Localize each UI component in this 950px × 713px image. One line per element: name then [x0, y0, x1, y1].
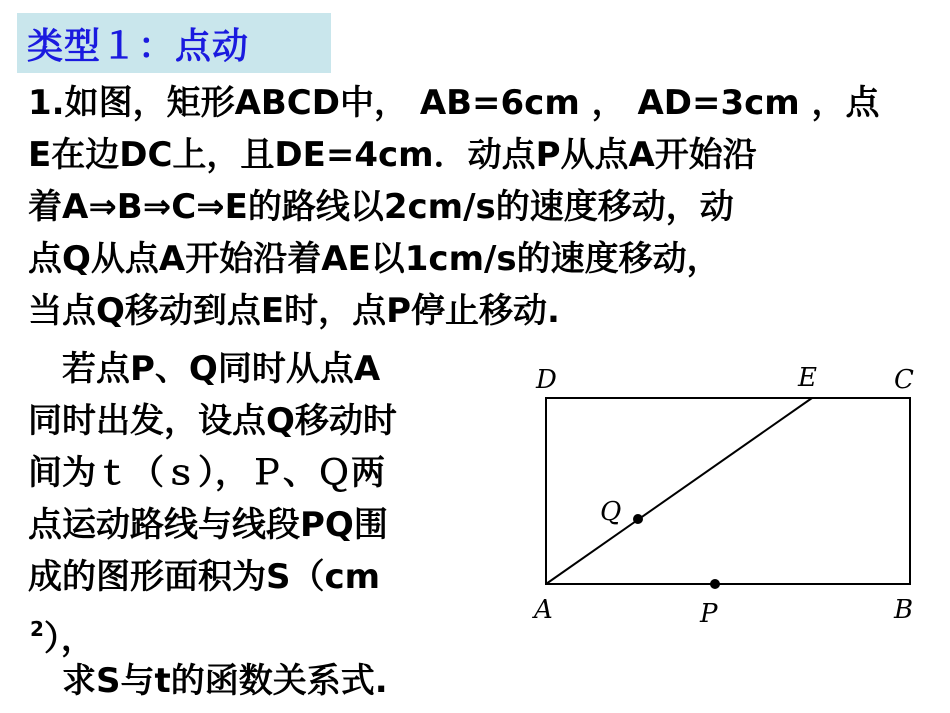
- rectangle-abcd: [546, 398, 910, 584]
- label-c: C: [894, 365, 914, 395]
- point-p-dot: [710, 579, 720, 589]
- problem-statement: [28, 77, 880, 337]
- problem-line: E在边DC上，且DE=4cm．动点P从点A开始沿: [28, 135, 757, 175]
- problem-line: 1.如图，矩形ABCD中， AB=6cm ， AD=3cm ，点: [28, 83, 880, 123]
- question-line: 若点P、Q同时从点A: [28, 349, 381, 389]
- point-q-dot: [633, 514, 643, 524]
- label-q: Q: [600, 497, 622, 527]
- question-line: [28, 603, 397, 659]
- rectangle-diagram: [520, 352, 940, 642]
- section-title-box: [17, 13, 331, 73]
- question-line: 间为ｔ（ｓ），Ｐ、Ｑ两: [28, 453, 385, 493]
- question-line: 点运动路线与线段PQ围: [28, 505, 388, 545]
- question-text: [28, 343, 397, 707]
- area-unit-superscript: 2: [30, 617, 44, 641]
- task-line: 求S与t的函数关系式.: [28, 661, 388, 701]
- problem-line: 着A⇒B⇒C⇒E的路线以2cm/s的速度移动，动: [28, 187, 734, 227]
- question-line: 同时出发，设点Q移动时: [28, 401, 397, 441]
- label-d: D: [536, 365, 557, 395]
- segment-ae: [546, 398, 812, 584]
- label-b: B: [894, 595, 914, 625]
- label-p: P: [700, 599, 718, 629]
- section-title: 类型１：点动: [27, 25, 250, 67]
- label-e: E: [798, 363, 817, 393]
- problem-line: 当点Q移动到点E时，点P停止移动.: [28, 291, 560, 331]
- area-unit-close: ），: [43, 619, 95, 659]
- label-a: A: [534, 595, 553, 625]
- problem-line: 点Q从点A开始沿着AE以1cm/s的速度移动，: [28, 239, 721, 279]
- question-line: 成的图形面积为S（cm: [28, 557, 381, 597]
